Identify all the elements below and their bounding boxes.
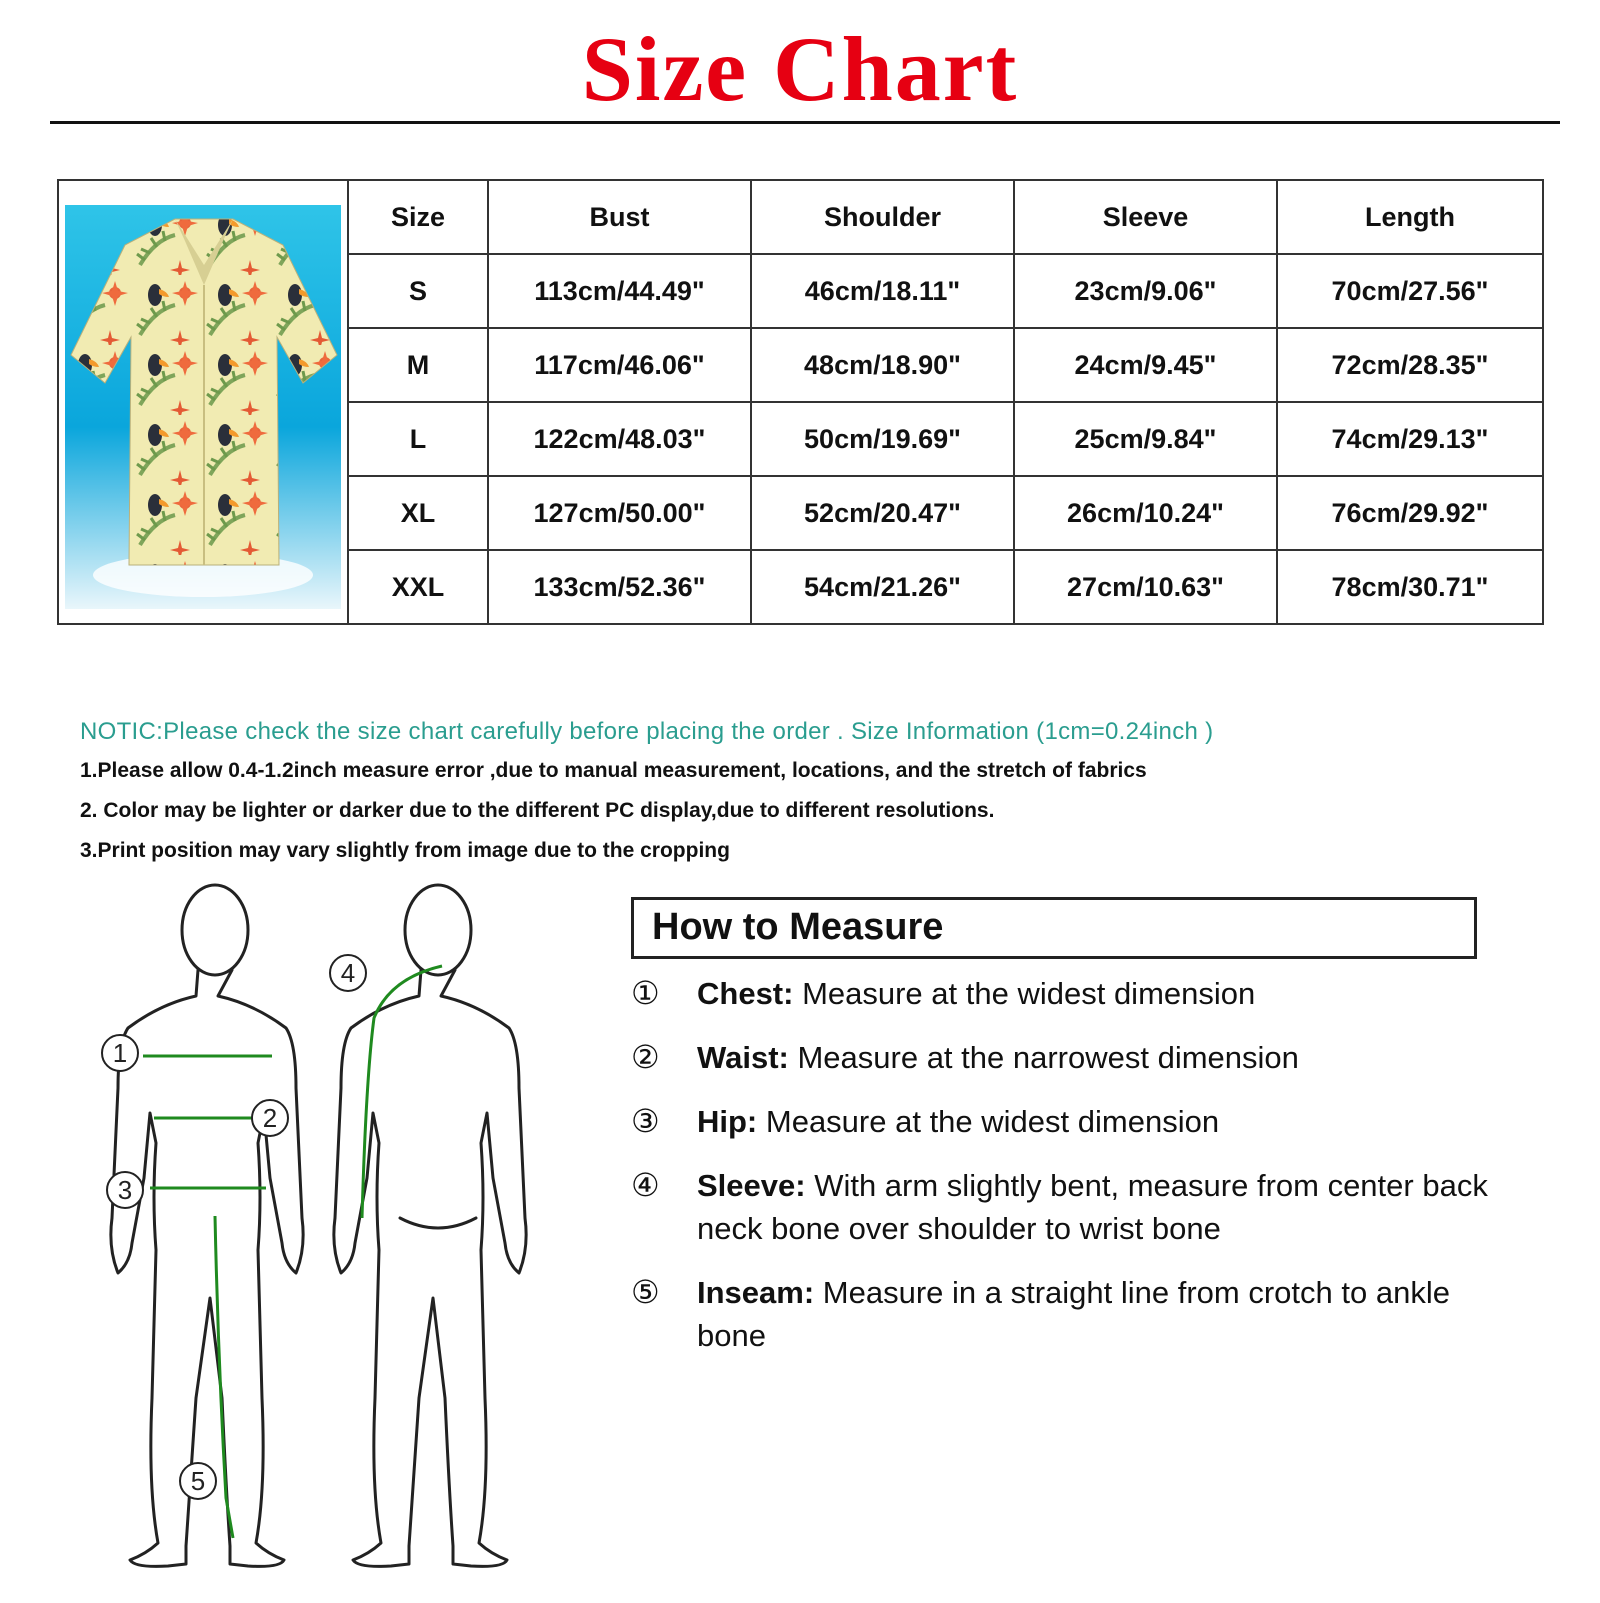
- marker-2: 2: [262, 1103, 278, 1133]
- cell-sleeve: 27cm/10.63": [1014, 550, 1277, 624]
- cell-length: 70cm/27.56": [1277, 254, 1543, 328]
- cell-shoulder: 48cm/18.90": [751, 328, 1014, 402]
- measure-text: Measure at the widest dimension: [793, 976, 1256, 1011]
- cell-size: XXL: [348, 550, 488, 624]
- cell-sleeve: 25cm/9.84": [1014, 402, 1277, 476]
- cell-size: XL: [348, 476, 488, 550]
- product-image: [65, 205, 341, 609]
- cell-bust: 133cm/52.36": [488, 550, 751, 624]
- body-outline-diagram: [90, 878, 580, 1598]
- measure-label: Hip:: [697, 1104, 758, 1139]
- cell-size: M: [348, 328, 488, 402]
- cell-shoulder: 52cm/20.47": [751, 476, 1014, 550]
- header-size: Size: [348, 180, 488, 254]
- cell-sleeve: 26cm/10.24": [1014, 476, 1277, 550]
- product-image-cell: [58, 180, 348, 624]
- cell-length: 74cm/29.13": [1277, 402, 1543, 476]
- size-table: [57, 179, 1544, 625]
- notice-line-1: 1.Please allow 0.4-1.2inch measure error ,due to manual measurement, locations, and the stretch of fabrics: [80, 759, 1147, 782]
- measure-text: Measure in a straight line from crotch to ankle bone: [697, 1275, 1450, 1353]
- cell-bust: 122cm/48.03": [488, 402, 751, 476]
- number-5-icon: ⑤: [631, 1273, 660, 1311]
- cell-size: S: [348, 254, 488, 328]
- cell-sleeve: 24cm/9.45": [1014, 328, 1277, 402]
- measure-text: With arm slightly bent, measure from center back neck bone over shoulder to wrist bone: [697, 1168, 1488, 1246]
- marker-5: 5: [190, 1466, 206, 1496]
- notice-title: NOTIC:Please check the size chart carefully before placing the order . Size Information (1cm=0.24inch ): [80, 718, 1214, 745]
- measure-label: Inseam:: [697, 1275, 815, 1310]
- marker-4: 4: [340, 958, 356, 988]
- page-title: Size Chart: [581, 18, 1019, 120]
- cell-length: 78cm/30.71": [1277, 550, 1543, 624]
- measure-label: Chest:: [697, 976, 794, 1011]
- header-shoulder: Shoulder: [751, 180, 1014, 254]
- number-3-icon: ③: [631, 1102, 660, 1140]
- cell-bust: 117cm/46.06": [488, 328, 751, 402]
- number-1-icon: ①: [631, 974, 660, 1012]
- title-divider: [50, 121, 1560, 124]
- cell-bust: 113cm/44.49": [488, 254, 751, 328]
- marker-3: 3: [117, 1175, 133, 1205]
- cell-sleeve: 23cm/9.06": [1014, 254, 1277, 328]
- cell-length: 72cm/28.35": [1277, 328, 1543, 402]
- how-to-measure-title: How to Measure: [652, 906, 944, 948]
- measure-text: Measure at the narrowest dimension: [788, 1040, 1299, 1075]
- number-4-icon: ④: [631, 1166, 660, 1204]
- number-2-icon: ②: [631, 1038, 660, 1076]
- marker-1: 1: [112, 1038, 128, 1068]
- cell-shoulder: 54cm/21.26": [751, 550, 1014, 624]
- measurement-figures: [90, 878, 580, 1598]
- cell-shoulder: 46cm/18.11": [751, 254, 1014, 328]
- measure-label: Waist:: [697, 1040, 789, 1075]
- header-length: Length: [1277, 180, 1543, 254]
- measure-label: Sleeve:: [697, 1168, 806, 1203]
- measure-text: Measure at the widest dimension: [757, 1104, 1220, 1139]
- hawaiian-shirt-image: [65, 205, 341, 609]
- cell-bust: 127cm/50.00": [488, 476, 751, 550]
- header-sleeve: Sleeve: [1014, 180, 1277, 254]
- table-header-row: [58, 180, 1543, 254]
- cell-length: 76cm/29.92": [1277, 476, 1543, 550]
- notice-line-2: 2. Color may be lighter or darker due to the different PC display,due to different resolutions.: [80, 799, 995, 822]
- cell-size: L: [348, 402, 488, 476]
- header-bust: Bust: [488, 180, 751, 254]
- cell-shoulder: 50cm/19.69": [751, 402, 1014, 476]
- notice-line-3: 3.Print position may vary slightly from image due to the cropping: [80, 839, 730, 862]
- how-to-measure-header: [631, 897, 1477, 959]
